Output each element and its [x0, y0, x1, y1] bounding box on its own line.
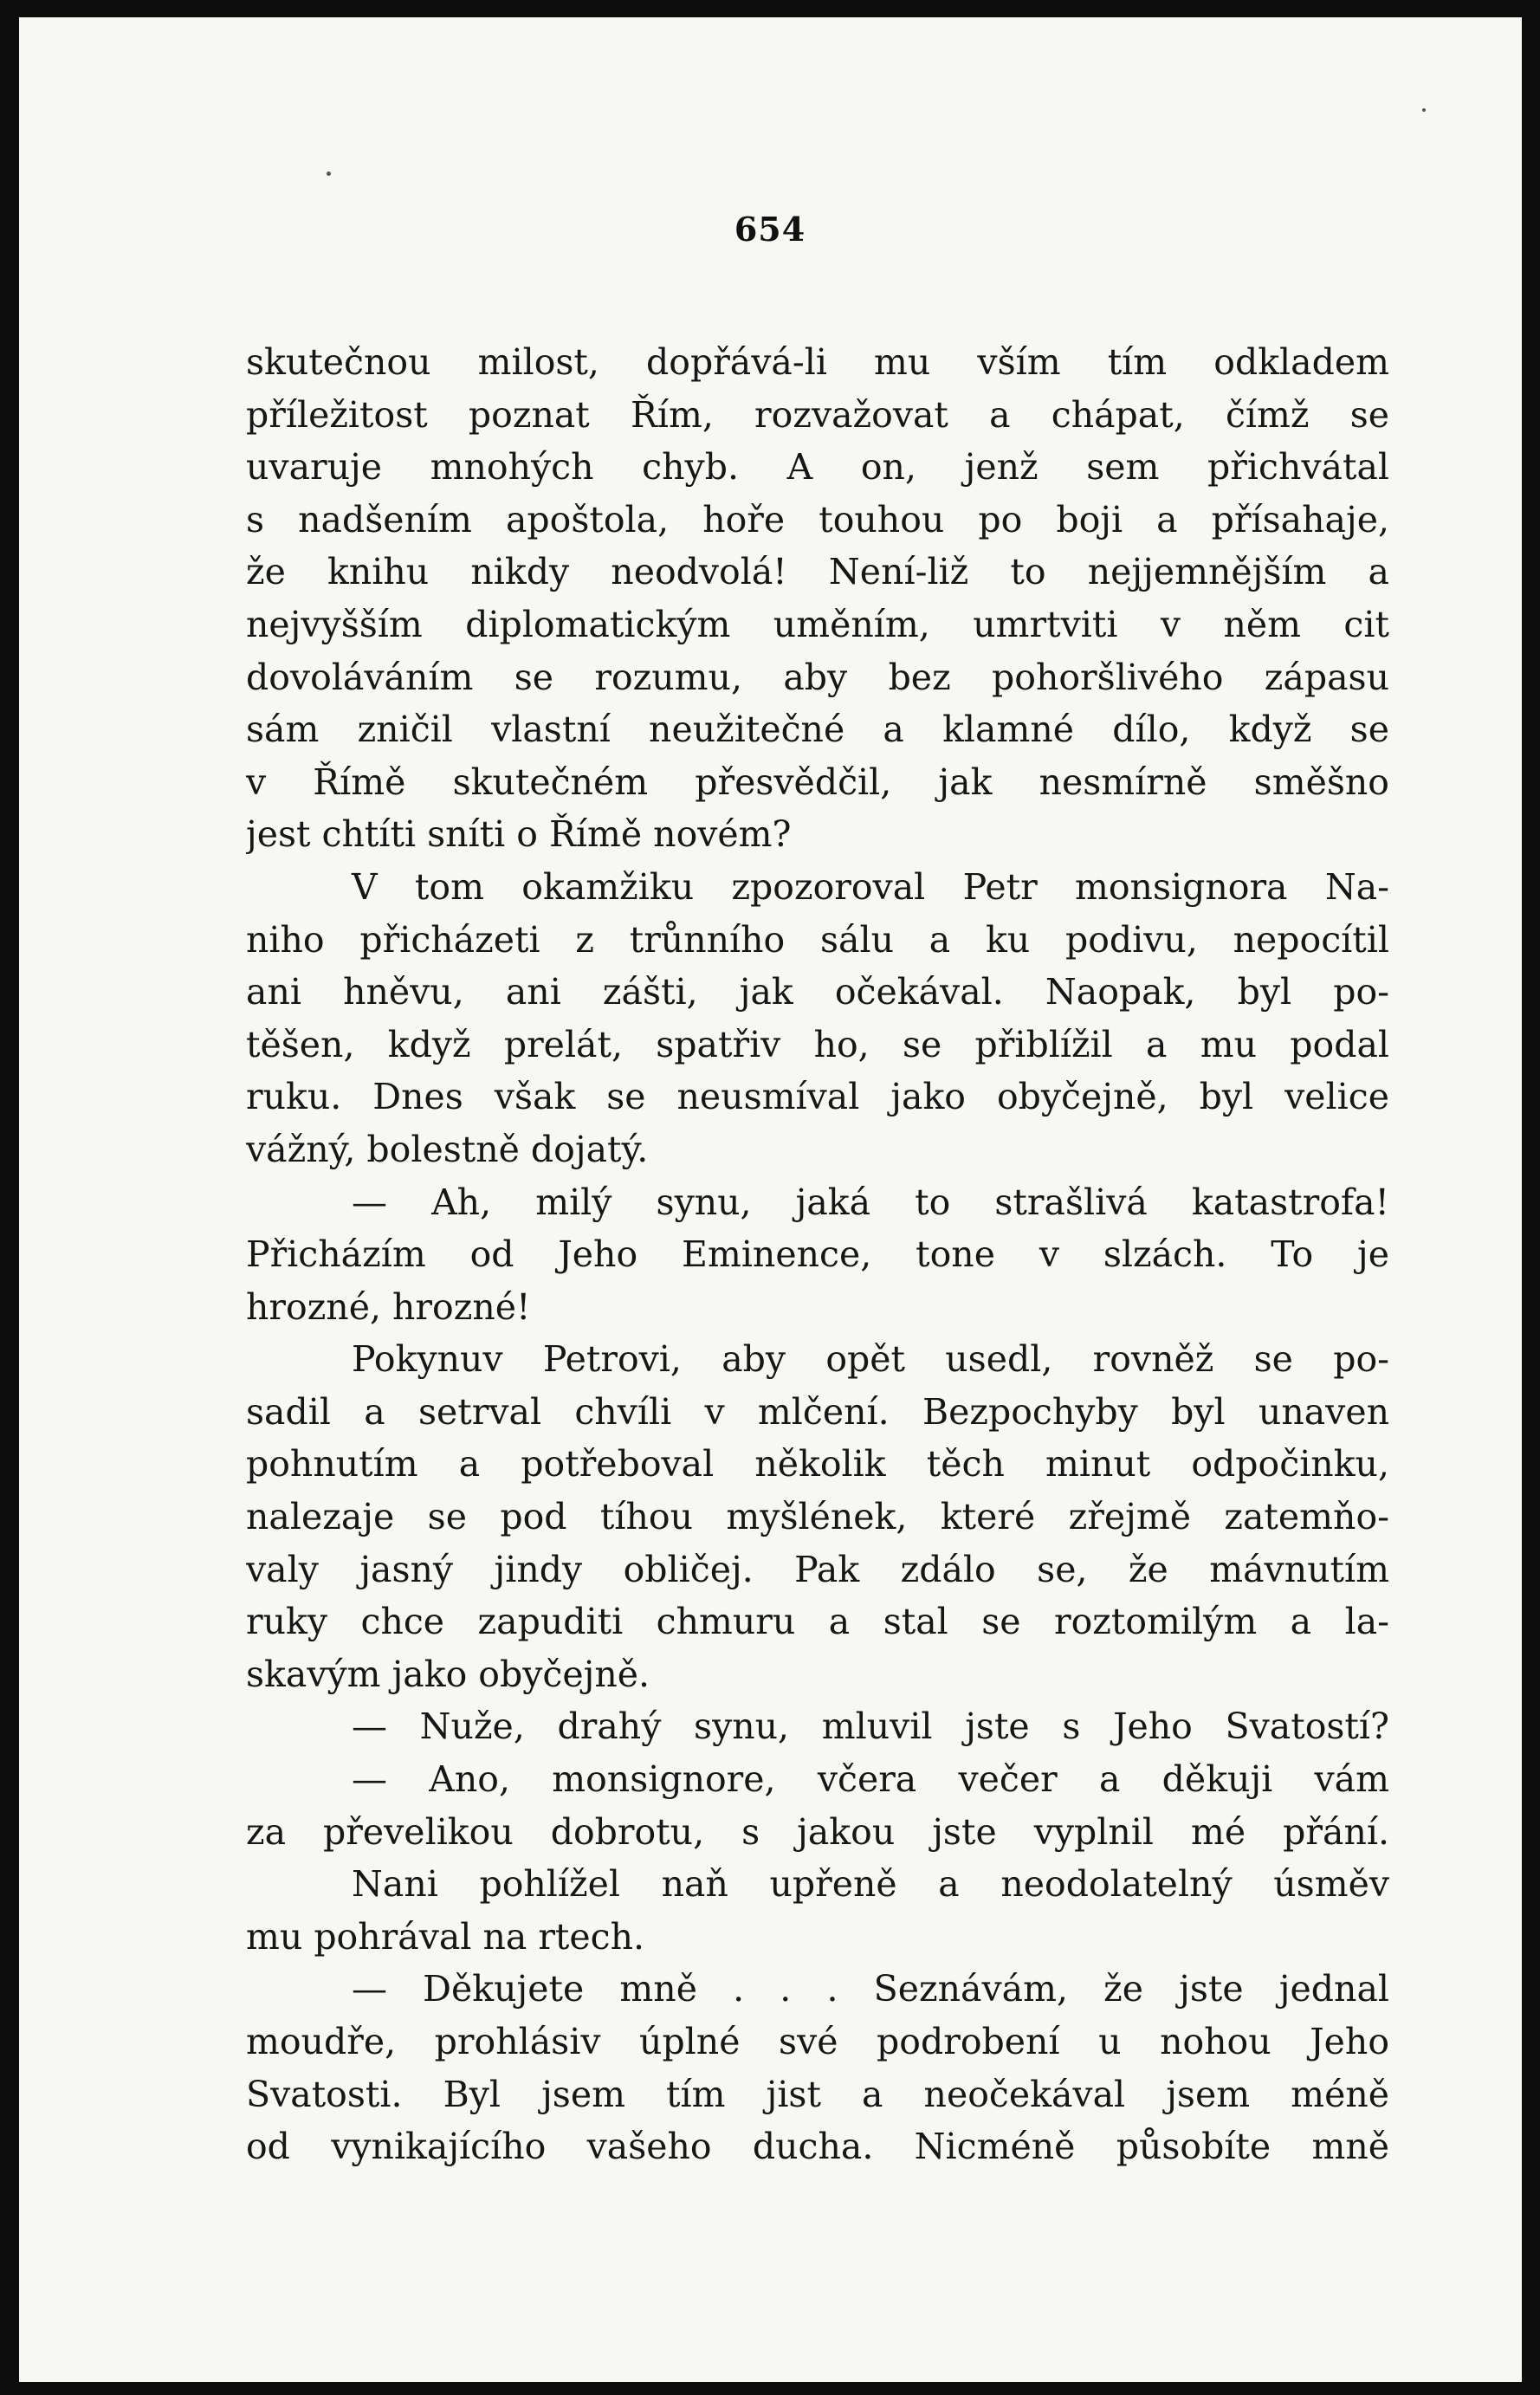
text-line: Pokynuv Petrovi, aby opět usedl, rovněž se po-: [352, 1338, 1389, 1381]
text-line: niho přicházeti z trůnního sálu a ku podivu, nepocítil: [246, 918, 1389, 961]
text-line: těšen, když prelát, spatřiv ho, se přiblížil a mu podal: [246, 1023, 1389, 1065]
text-line: — Nuže, drahý synu, mluvil jste s Jeho Svatostí?: [352, 1706, 1389, 1748]
paper-speck: [1422, 108, 1426, 112]
text-line: vážný, bolestně dojatý.: [246, 1128, 649, 1170]
text-line: s nadšením apoštola, hoře touhou po boji a přísahaje,: [246, 498, 1389, 540]
text-line: sadil a setrval chvíli v mlčení. Bezpochyby byl unaven: [246, 1390, 1389, 1433]
text-line: nalezaje se pod tíhou myšlének, které zřejmě zatemňo-: [246, 1496, 1389, 1538]
text-line: uvaruje mnohých chyb. A on, jenž sem přichvátal: [246, 446, 1389, 489]
text-line: V tom okamžiku zpozoroval Petr monsignora Na-: [352, 865, 1389, 908]
text-line: dovoláváním se rozumu, aby bez pohoršlivého zápasu: [246, 656, 1389, 698]
body-text: [246, 336, 1389, 2173]
text-line: od vynikajícího vašeho ducha. Nicméně působíte mně: [246, 2126, 1389, 2168]
text-line: Svatosti. Byl jsem tím jist a neočekával jsem méně: [246, 2073, 1389, 2115]
text-line: pohnutím a potřeboval několik těch minut odpočinku,: [246, 1443, 1389, 1486]
book-page: [19, 17, 1522, 2382]
text-line: za převelikou dobrotu, s jakou jste vyplnil mé přání.: [246, 1810, 1389, 1853]
text-line: moudře, prohlásiv úplné své podrobení u nohou Jeho: [246, 2021, 1389, 2062]
text-line: — Ah, milý synu, jaká to strašlivá katastrofa!: [352, 1181, 1389, 1223]
text-line: jest chtíti sníti o Římě novém?: [246, 813, 792, 856]
text-line: příležitost poznat Řím, rozvažovat a chápat, čímž se: [246, 393, 1389, 436]
text-line: — Děkujete mně . . . Seznávám, že jste jednal: [352, 1968, 1389, 2010]
text-line: sám zničil vlastní neužitečné a klamné dílo, když se: [246, 709, 1389, 751]
text-line: ani hněvu, ani zášti, jak očekával. Naopak, byl po-: [246, 971, 1389, 1013]
paper-speck: [327, 172, 331, 176]
text-line: v Římě skutečném přesvědčil, jak nesmírně směšno: [246, 761, 1389, 803]
text-line: ruku. Dnes však se neusmíval jako obyčejně, byl velice: [246, 1076, 1389, 1118]
text-line: skutečnou milost, dopřává-li mu vším tím odkladem: [246, 341, 1389, 383]
text-line: Přicházím od Jeho Eminence, tone v slzách. To je: [246, 1233, 1389, 1276]
text-line: hrozné, hrozné!: [246, 1285, 531, 1328]
text-line: skavým jako obyčejně.: [246, 1653, 650, 1695]
text-line: Nani pohlížel naň upřeně a neodolatelný úsměv: [352, 1863, 1389, 1906]
text-line: mu pohrával na rtech.: [246, 1915, 645, 1958]
page-number: 654: [734, 210, 806, 249]
text-line: — Ano, monsignore, včera večer a děkuji vám: [352, 1758, 1389, 1801]
text-line: nejvyšším diplomatickým uměním, umrtviti v něm cit: [246, 603, 1389, 645]
text-line: že knihu nikdy neodvolá! Není-liž to nejjemnějším a: [246, 551, 1389, 593]
text-line: ruky chce zapuditi chmuru a stal se roztomilým a la-: [246, 1601, 1389, 1643]
text-line: valy jasný jindy obličej. Pak zdálo se, že mávnutím: [246, 1548, 1389, 1590]
